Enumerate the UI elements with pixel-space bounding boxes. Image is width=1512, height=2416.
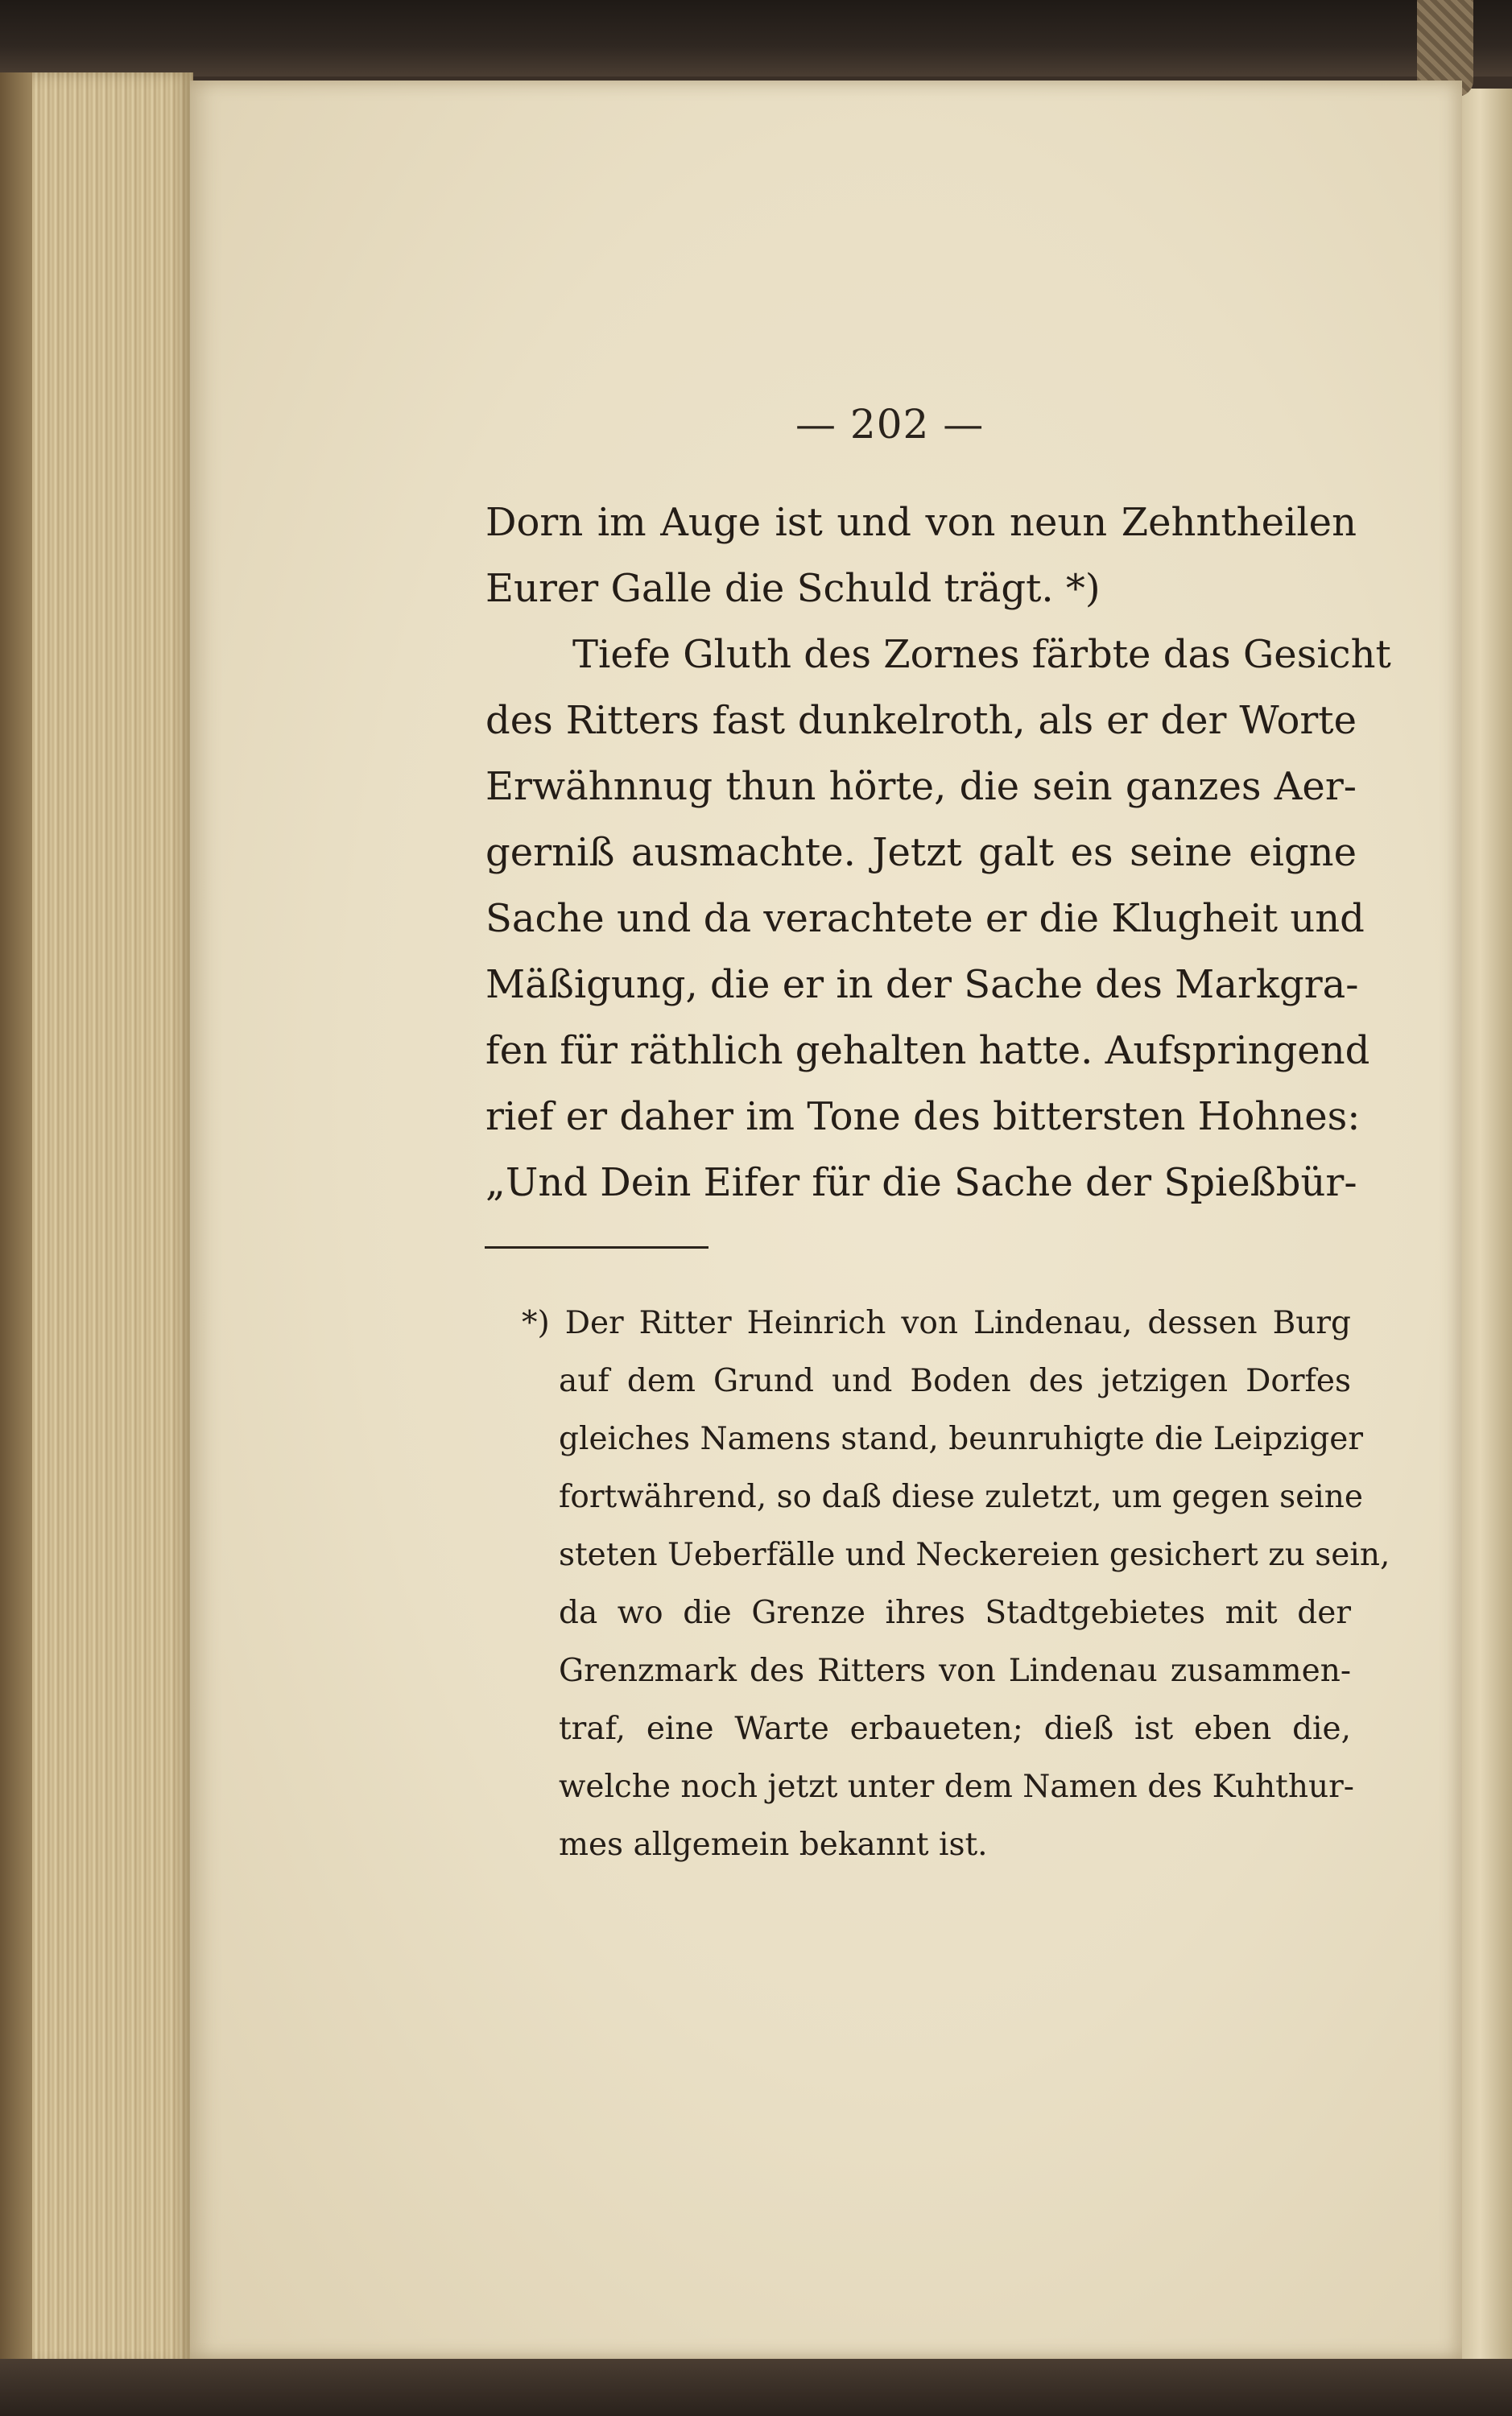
text-line: „Und Dein Eifer für die Sache der Spießbür- <box>485 1160 1357 1205</box>
text-line: rief er daher im Tone des bittersten Hohnes: <box>485 1094 1361 1139</box>
footnote-line: *) Der Ritter Heinrich von Lindenau, dessen Burg <box>522 1305 1351 1341</box>
footnote-line: steten Ueberfälle und Neckereien gesichert zu sein, <box>559 1537 1390 1573</box>
page-number-header: — 202 — <box>795 401 985 448</box>
text-line: fen für räthlich gehalten hatte. Aufspringend <box>485 1028 1370 1073</box>
facing-page-edge <box>1459 89 1512 2359</box>
text-line: Dorn im Auge ist und von neun Zehntheilen <box>485 500 1357 545</box>
footnote-line: mes allgemein bekannt ist. <box>559 1827 988 1863</box>
text-line: gerniß ausmachte. Jetzt galt es seine eigne <box>485 830 1357 875</box>
text-line: Sache und da verachtete er die Klugheit und <box>485 896 1365 941</box>
footnote-line: auf dem Grund und Boden des jetzigen Dorfes <box>559 1363 1351 1399</box>
footnote-separator <box>485 1246 708 1249</box>
text-line: Mäßigung, die er in der Sache des Markgra- <box>485 962 1359 1007</box>
footnote-line: gleiches Namens stand, beunruhigte die Leipziger <box>559 1421 1364 1457</box>
footnote <box>522 1295 1390 1874</box>
footnote-line: Grenzmark des Ritters von Lindenau zusammen- <box>559 1653 1351 1689</box>
footnote-line: fortwährend, so daß diese zuletzt, um gegen seine <box>559 1479 1363 1515</box>
book-cover-top <box>0 0 1512 76</box>
footnote-line: traf, eine Warte erbaueten; dieß ist eben die, <box>559 1711 1351 1747</box>
footnote-line: da wo die Grenze ihres Stadtgebietes mit der <box>559 1595 1351 1631</box>
main-text <box>485 489 1391 1216</box>
footnote-line: welche noch jetzt unter dem Namen des Kuhthur- <box>559 1769 1354 1805</box>
text-line: Erwähnnug thun hörte, die sein ganzes Aer- <box>485 764 1357 809</box>
text-line: Eurer Galle die Schuld trägt. *) <box>485 566 1101 611</box>
text-line: des Ritters fast dunkelroth, als er der Worte <box>485 698 1357 743</box>
text-line: Tiefe Gluth des Zornes färbte das Gesicht <box>572 632 1391 677</box>
page-block-edges <box>0 72 193 2367</box>
book-cover-bottom <box>0 2359 1512 2416</box>
